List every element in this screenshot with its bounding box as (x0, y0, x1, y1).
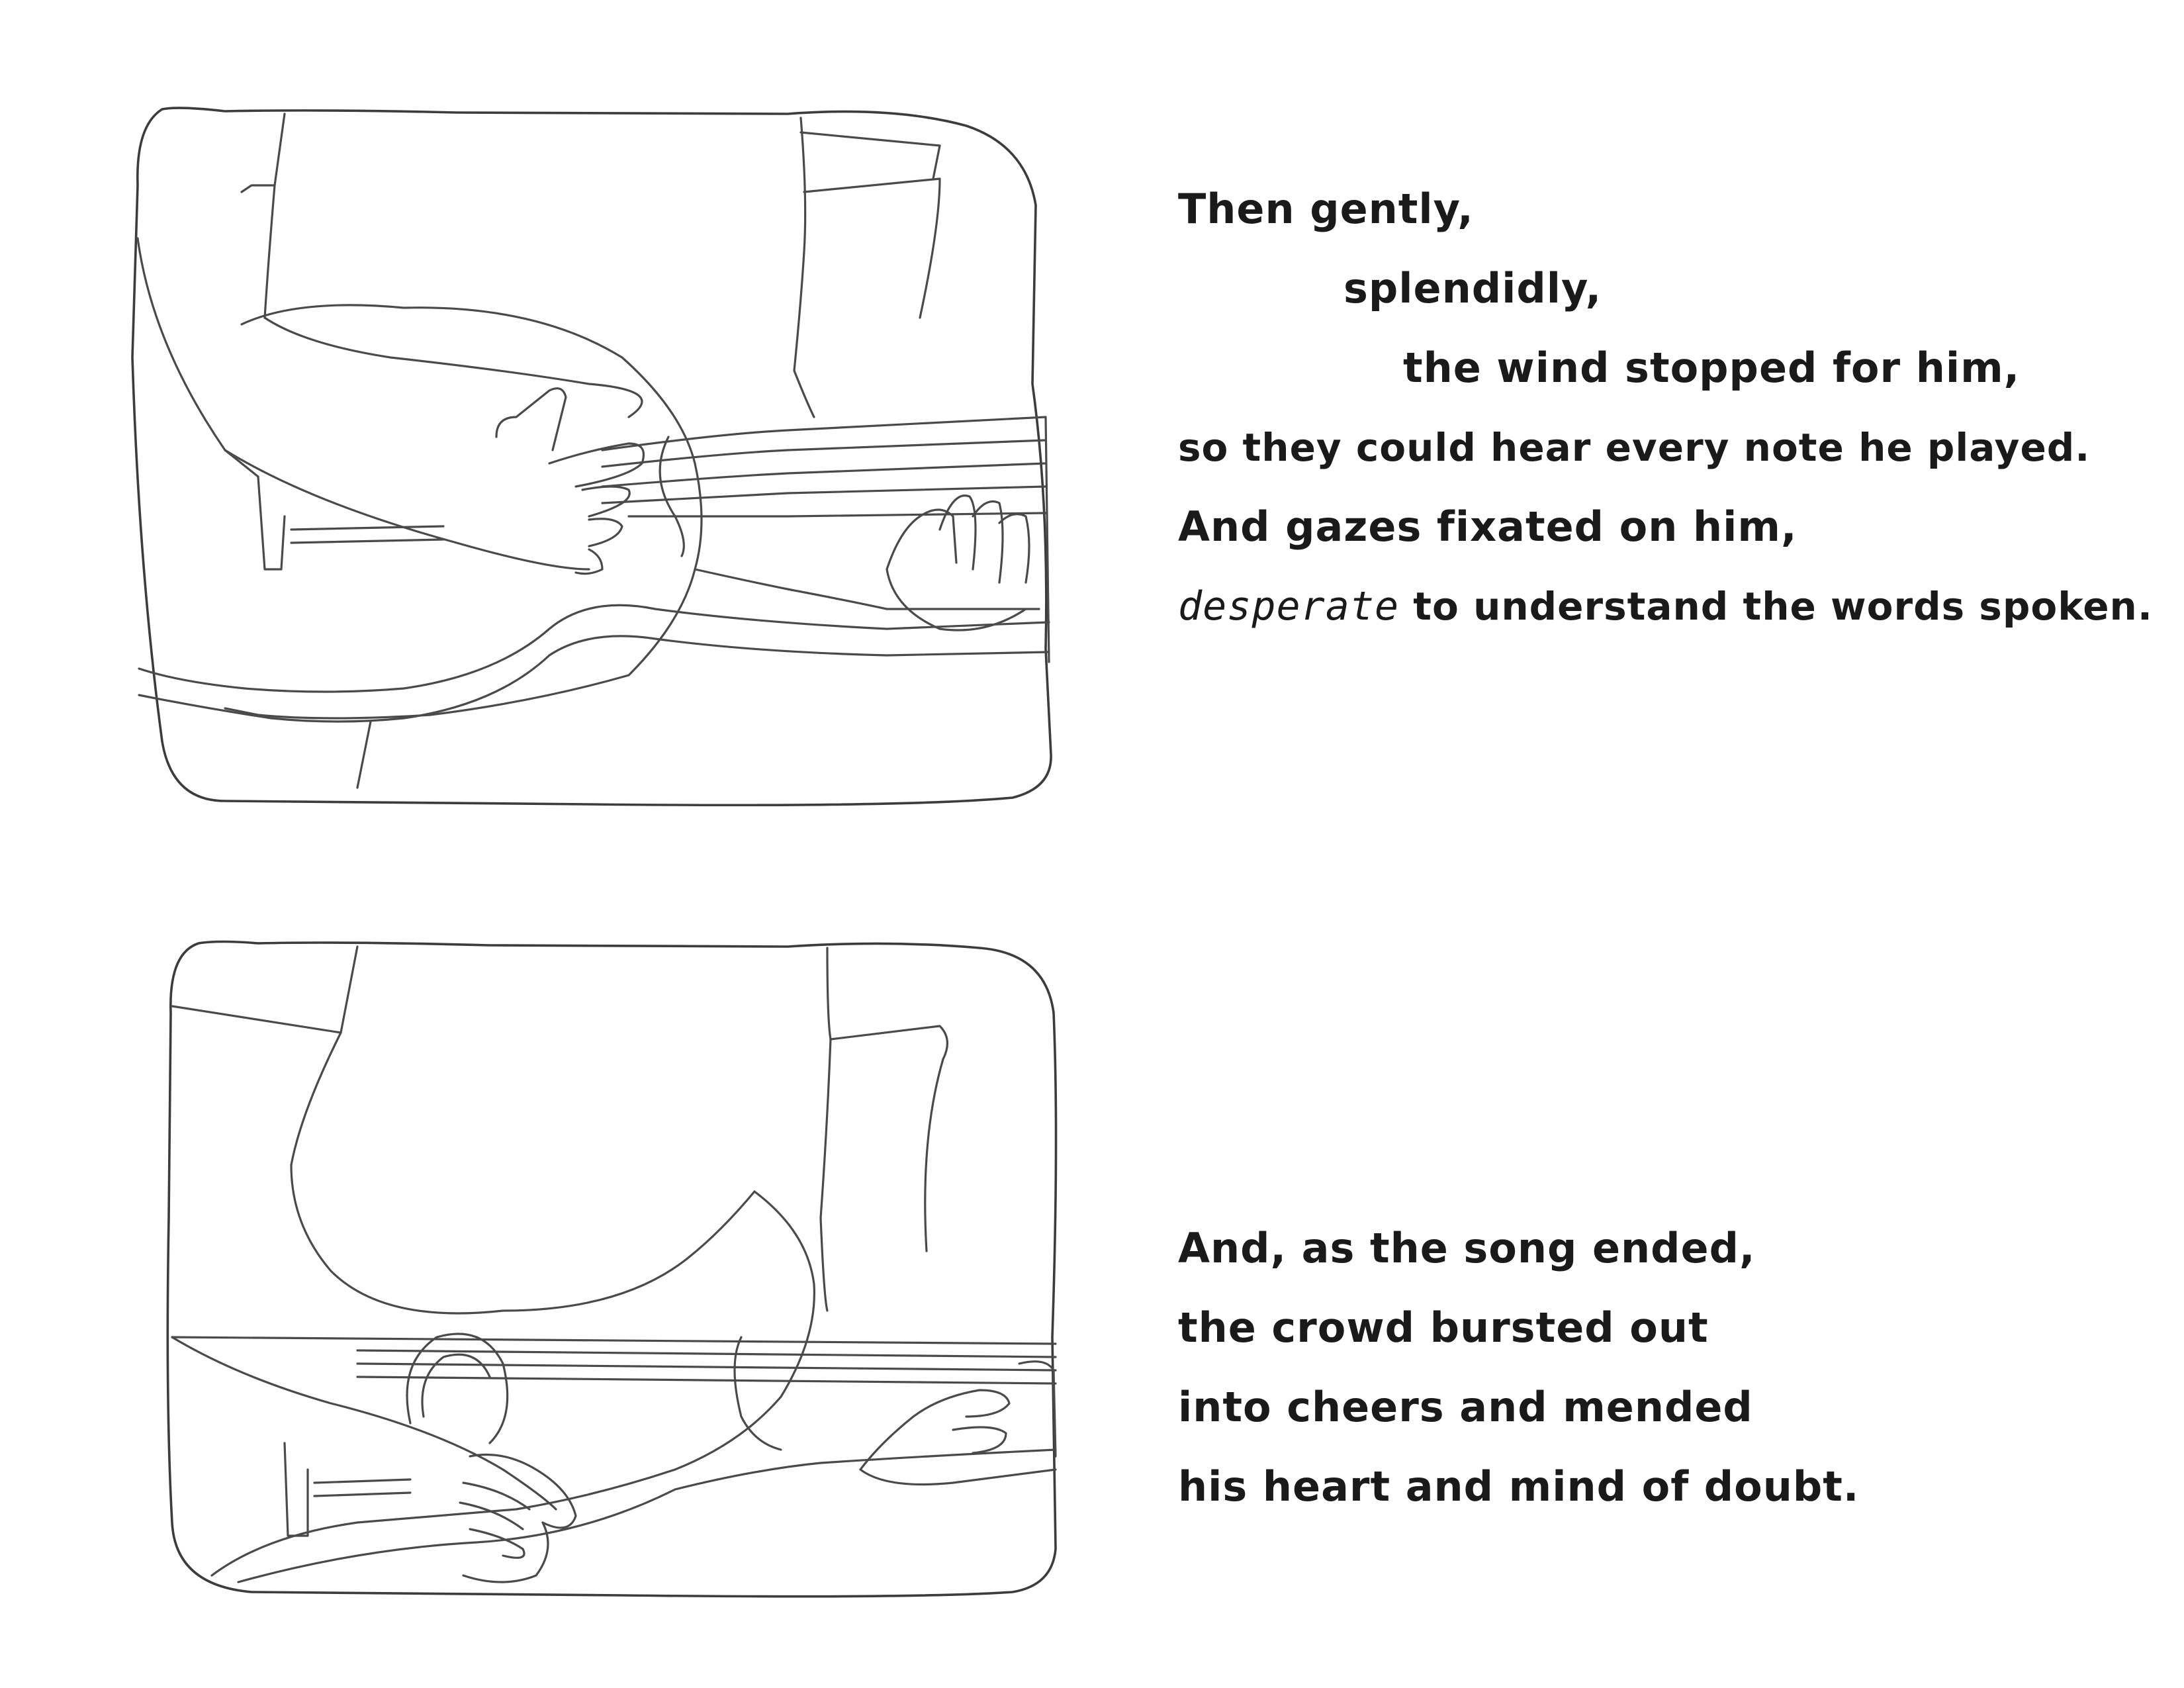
verse-top (1178, 185, 2153, 652)
guitarist-drawing-top (126, 106, 1059, 814)
verse-line-rest: to understand the words spoken. (1399, 584, 2153, 629)
verse-line: splendidly, (1343, 264, 1602, 312)
verse-line-emphasis (1178, 583, 2153, 630)
panel-frame (167, 942, 1056, 1597)
illustration-panel-bottom (159, 940, 1066, 1602)
verse-line: And, as the song ended, (1178, 1224, 1756, 1272)
verse-line: his heart and mind of doubt. (1178, 1462, 1860, 1511)
verse-line: the crowd bursted out (1178, 1303, 1709, 1352)
verse-line: Then gently, (1178, 185, 1474, 233)
verse-bottom (1178, 1224, 1972, 1539)
verse-line: And gazes fixated on him, (1178, 502, 1797, 551)
illustration-panel-top (126, 106, 1059, 814)
verse-line: into cheers and mended (1178, 1383, 1753, 1431)
verse-line: the wind stopped for him, (1403, 344, 2021, 392)
panel-frame (132, 108, 1051, 805)
guitarist-drawing-bottom (159, 940, 1066, 1602)
verse-line: so they could hear every note he played. (1178, 425, 2091, 470)
emphasized-word: desperate (1178, 583, 1400, 630)
